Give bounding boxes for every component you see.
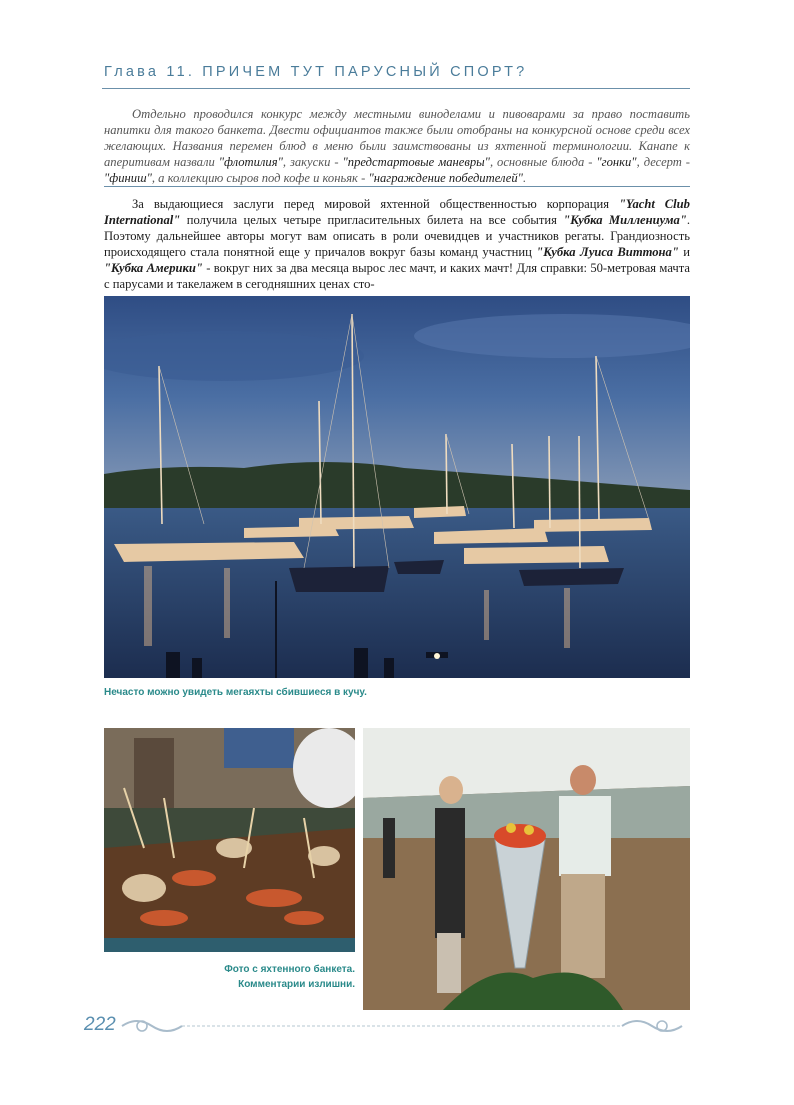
header-divider <box>102 88 690 89</box>
intro-text-2: , закуски - <box>282 155 343 169</box>
banquet-tent-photo <box>363 728 690 1010</box>
body-text-3: . Поэтому дальнейшее авторы могут вам описать в роли очевидцев и участников регаты. Грандиозность происходящего стала понятной еще у причалов вокруг базы команд участниц <box>104 213 690 259</box>
intro-term-races: "гонки" <box>596 155 637 169</box>
body-paragraph <box>104 196 690 292</box>
body-name-yacht-club: "Yacht Club International" <box>104 197 690 227</box>
main-photo-caption: Нечасто можно увидеть мегаяхты сбившиеся в кучу. <box>104 687 367 698</box>
intro-term-finish: "финиш" <box>104 171 152 185</box>
banquet-food-photo <box>104 728 355 952</box>
chapter-title: Глава 11. ПРИЧЕМ ТУТ ПАРУСНЫЙ СПОРТ? <box>104 64 528 80</box>
body-text-1: За выдающиеся заслуги перед мировой яхтенной общественностью корпорация <box>132 197 619 211</box>
footer-rope-ornament <box>82 1014 694 1038</box>
page-number: 222 <box>84 1014 116 1035</box>
harbour-yachts-photo <box>104 296 690 678</box>
body-name-americas-cup: "Кубка Америки" <box>104 261 203 275</box>
intro-paragraph <box>104 106 690 186</box>
intro-term-prestart: "предстартовые маневры" <box>342 155 490 169</box>
body-text-2: получила целых четыре пригласительных билета на все события <box>180 213 564 227</box>
intro-divider <box>104 186 690 187</box>
body-name-louis-vuitton-cup: "Кубка Луиса Виттона" <box>536 245 679 259</box>
food-caption-line-1: Фото с яхтенного банкета. <box>224 964 355 975</box>
body-name-millennium-cup: "Кубка Миллениума" <box>563 213 687 227</box>
body-text-4: и <box>678 245 690 259</box>
body-text-5: - вокруг них за два месяца вырос лес мачт, и каких мачт! Для справки: 50-метровая мачта с парусами и такелажем в сегодняшних ценах сто- <box>104 261 690 291</box>
intro-text-4: , десерт - <box>636 155 691 169</box>
intro-text-1: Отдельно проводился конкурс между местными виноделами и пивоварами за право поставить напитки для такого банкета. Двести официантов также были отобраны на конкурсной основе среди всех желающих. Названия перемен блюд в меню были заимствованы из яхтенной терминологии. Канапе к аперитивам назвали <box>104 107 690 169</box>
intro-term-flotilla: "флотилия" <box>218 155 283 169</box>
intro-text-6: . <box>522 171 527 185</box>
intro-text-5: , а коллекцию сыров под кофе и коньяк - <box>151 171 369 185</box>
food-caption-line-2: Комментарии излишни. <box>238 979 355 990</box>
intro-term-awards: "награждение победителей" <box>368 171 523 185</box>
food-photo-caption <box>104 962 355 992</box>
intro-text-3: , основные блюда - <box>489 155 597 169</box>
